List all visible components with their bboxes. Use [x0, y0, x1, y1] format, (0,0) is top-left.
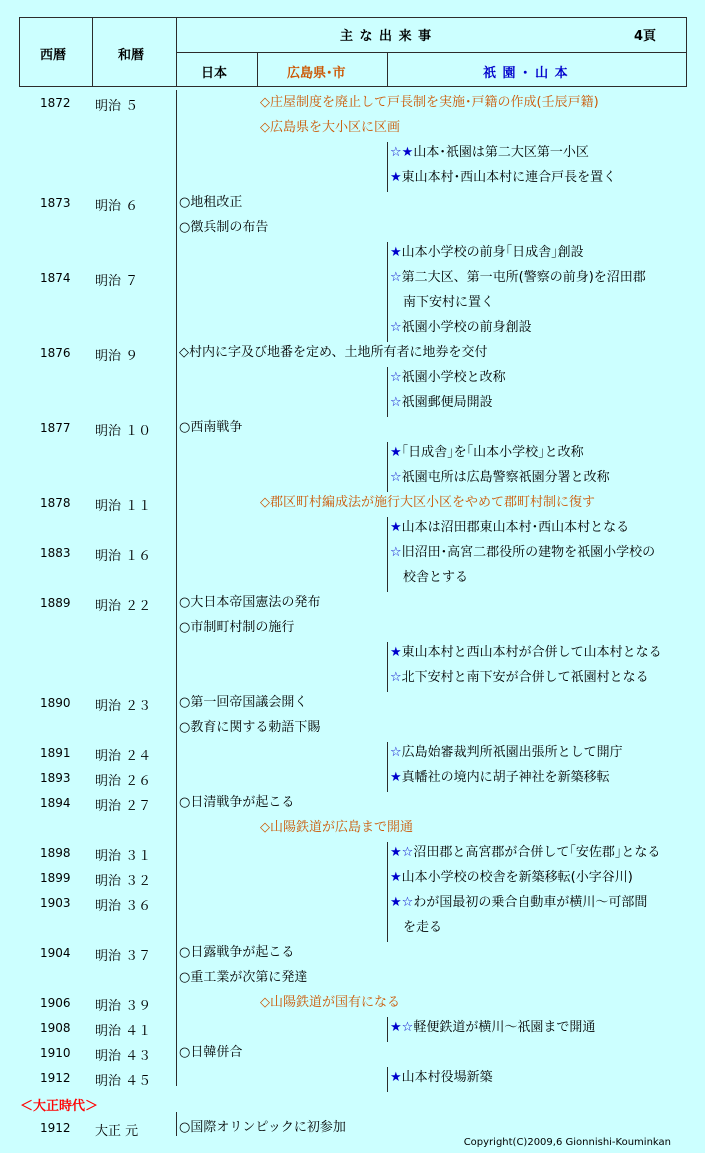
- header-local: 祇 園 ･ 山 本: [483, 66, 569, 81]
- local-column-marker-line: [387, 242, 388, 267]
- event-marker-star-icon: ★: [390, 520, 402, 535]
- header-pref: 広島県･市: [287, 66, 346, 81]
- event-japan: [179, 220, 268, 236]
- event-text: ○地租改正: [179, 195, 243, 210]
- event-local: [390, 370, 506, 386]
- event-marker-star-icon: ☆: [390, 270, 402, 285]
- event-text: ○徴兵制の布告: [179, 220, 269, 235]
- event-local: [390, 870, 633, 886]
- frame-top: [19, 17, 687, 18]
- year-western: 1899: [40, 871, 71, 885]
- event-text: ○第一回帝国議会開く: [179, 695, 308, 710]
- year-japanese: 明治 ３９: [95, 999, 152, 1014]
- event-japan: [179, 720, 320, 736]
- event-text: 北下安村と南下安が合併して祇園村となる: [401, 670, 649, 685]
- local-column-marker-line: [387, 167, 388, 192]
- event-text: 第二大区、第一屯所(警察の前身)を沼田郡: [401, 270, 646, 285]
- event-text: ○大日本帝国憲法の発布: [179, 595, 321, 610]
- event-text: 南下安村に置く: [390, 295, 495, 310]
- year-japanese: 明治 １６: [95, 549, 152, 564]
- event-marker-star-icon: ☆: [390, 745, 402, 760]
- year-japanese: 明治 ９: [95, 349, 139, 364]
- header-bottom: [19, 86, 687, 87]
- year-japanese: 明治 ３６: [95, 899, 152, 914]
- event-text: 真幡社の境内に胡子神社を新築移転: [401, 770, 610, 785]
- event-text: 祇園小学校と改称: [401, 370, 506, 385]
- event-local: [390, 245, 584, 261]
- local-column-marker-line: [387, 317, 388, 342]
- event-marker-star-icon: ☆: [390, 320, 402, 335]
- event-local: [390, 570, 468, 586]
- event-text: 祇園小学校の前身創設: [401, 320, 532, 335]
- event-text: 山本は沼田郡東山本村･西山本村となる: [401, 520, 630, 535]
- event-text: ｢日成舎｣を｢山本小学校｣と改称: [401, 445, 584, 460]
- local-column-marker-line: [387, 142, 388, 167]
- event-text: ◇広島県を大小区に区画: [260, 120, 400, 135]
- frame-right: [686, 17, 687, 87]
- event-marker-star-icon: ★: [390, 870, 402, 885]
- year-western: 1891: [40, 746, 71, 760]
- local-column-marker-line: [387, 542, 388, 592]
- event-marker-star-icon: ★: [390, 170, 402, 185]
- header-main-events: 主 な 出 来 事: [340, 29, 433, 44]
- event-marker-star-icon: ★: [390, 645, 402, 660]
- year-western: 1893: [40, 771, 71, 785]
- event-local: [390, 470, 610, 486]
- year-japanese: 明治 １０: [95, 424, 152, 439]
- event-local: [390, 895, 647, 911]
- event-local: [390, 320, 532, 336]
- year-western: 1883: [40, 546, 71, 560]
- event-text: 山本小学校の校舎を新築移転(小字谷川): [401, 870, 633, 885]
- event-text: ○日韓併合: [179, 1045, 243, 1060]
- event-local: [390, 170, 616, 186]
- event-local: [390, 395, 493, 411]
- event-japan: [179, 595, 320, 611]
- col-divider-japan: [257, 52, 258, 87]
- year-western: 1898: [40, 846, 71, 860]
- event-text: 東山本村･西山本村に連合戸長を置く: [401, 170, 617, 185]
- event-text: ○重工業が次第に発達: [179, 970, 308, 985]
- header-page-number: 4頁: [634, 29, 657, 44]
- event-text: ○日露戦争が起こる: [179, 945, 295, 960]
- event-text: 旧沼田･高宮二郡役所の建物を祇園小学校の: [401, 545, 656, 560]
- event-japan: [179, 695, 307, 711]
- event-japan: [179, 970, 307, 986]
- event-japan: [179, 945, 294, 961]
- event-marker-star-icon: ☆★: [390, 145, 414, 160]
- year-japanese: 明治 １１: [95, 499, 152, 514]
- local-column-marker-line: [387, 517, 388, 542]
- event-text: 広島始審裁判所祇園出張所として開庁: [401, 745, 623, 760]
- event-text: 祇園郵便局開設: [401, 395, 493, 410]
- year-western: 1878: [40, 496, 71, 510]
- event-local: [390, 745, 623, 761]
- event-marker-star-icon: ☆: [390, 395, 402, 410]
- event-text: ◇村内に字及び地番を定め、土地所有者に地券を交付: [179, 345, 488, 360]
- event-local: [390, 920, 442, 936]
- event-japan: [179, 345, 487, 361]
- year-japanese: 明治 ３１: [95, 849, 152, 864]
- local-column-marker-line: [387, 642, 388, 667]
- year-japanese: 明治 ４５: [95, 1074, 152, 1089]
- frame-left: [19, 17, 20, 87]
- year-japanese: 明治 ４３: [95, 1049, 152, 1064]
- year-japanese: 明治 ３２: [95, 874, 152, 889]
- year-western: 1874: [40, 271, 71, 285]
- event-marker-star-icon: ★: [390, 245, 402, 260]
- event-local: [390, 270, 646, 286]
- event-text: ○市制町村制の施行: [179, 620, 295, 635]
- header-divider: [176, 52, 687, 53]
- event-marker-star-icon: ★: [390, 1070, 402, 1085]
- event-japan: [179, 795, 294, 811]
- event-marker-star-icon: ☆: [390, 545, 402, 560]
- local-column-marker-line: [387, 1017, 388, 1042]
- event-text: ○教育に関する勅語下賜: [179, 720, 321, 735]
- year-western: 1906: [40, 996, 71, 1010]
- header-western: 西暦: [40, 48, 67, 63]
- event-text: 山本村役場新築: [401, 1070, 493, 1085]
- event-local: [390, 520, 629, 536]
- event-text: ◇郡区町村編成法が施行大区小区をやめて郡町村制に復す: [260, 495, 595, 510]
- year-japanese: 明治 ２６: [95, 774, 152, 789]
- year-japanese: 明治 ５: [95, 99, 139, 114]
- local-column-marker-line: [387, 367, 388, 392]
- year-western: 1903: [40, 896, 71, 910]
- local-column-marker-line: [387, 467, 388, 492]
- event-pref: [260, 820, 413, 836]
- local-column-marker-line: [387, 742, 388, 767]
- col-divider-japanese: [176, 17, 177, 87]
- event-marker-star-icon: ☆: [390, 670, 402, 685]
- event-pref: [260, 495, 595, 511]
- event-text: ○西南戦争: [179, 420, 243, 435]
- local-column-marker-line: [387, 267, 388, 317]
- local-column-marker-line: [387, 892, 388, 942]
- col-divider-pref: [387, 52, 388, 87]
- local-column-marker-line: [387, 867, 388, 892]
- year-western: 1894: [40, 796, 71, 810]
- event-japan: [179, 620, 294, 636]
- event-text: 東山本村と西山本村が合併して山本村となる: [401, 645, 662, 660]
- event-marker-star-icon: ★☆: [390, 1020, 414, 1035]
- local-column-marker-line: [387, 1067, 388, 1092]
- event-marker-star-icon: ★: [390, 770, 402, 785]
- event-local: [390, 645, 662, 661]
- event-local: [390, 545, 655, 561]
- year-japanese: 明治 ３７: [95, 949, 152, 964]
- event-text: ◇庄屋制度を廃止して戸長制を実施･戸籍の作成(壬辰戸籍): [260, 95, 599, 110]
- local-column-marker-line: [387, 842, 388, 867]
- year-western: 1912: [40, 1121, 71, 1135]
- year-japanese: 明治 ２７: [95, 799, 152, 814]
- event-text: わが国最初の乗合自動車が横川～可部間: [413, 895, 648, 910]
- event-text: ◇山陽鉄道が国有になる: [260, 995, 400, 1010]
- year-japanese: 明治 ６: [95, 199, 139, 214]
- year-western: 1872: [40, 96, 71, 110]
- year-japanese: 明治 ４１: [95, 1024, 152, 1039]
- event-japan: [179, 195, 242, 211]
- year-western: 1904: [40, 946, 71, 960]
- copyright-notice: Copyright(C)2009,6 Gionnishi-Kouminkan: [463, 1137, 671, 1148]
- local-column-marker-line: [387, 392, 388, 417]
- year-western: 1890: [40, 696, 71, 710]
- event-text: 校舎とする: [390, 570, 469, 585]
- year-western: 1876: [40, 346, 71, 360]
- header-japanese: 和暦: [118, 48, 145, 63]
- event-text: ○日清戦争が起こる: [179, 795, 295, 810]
- event-local: [390, 845, 660, 861]
- event-marker-star-icon: ☆: [390, 470, 402, 485]
- year-japanese: 大正 元: [95, 1124, 139, 1139]
- event-local: [390, 1020, 595, 1036]
- event-local: [390, 295, 494, 311]
- year-japanese: 明治 ２３: [95, 699, 152, 714]
- event-text: 山本小学校の前身｢日成舎｣創設: [401, 245, 584, 260]
- event-text: 祇園屯所は広島警察祇園分署と改称: [401, 470, 610, 485]
- event-text: ○国際オリンピックに初参加: [179, 1120, 346, 1135]
- event-local: [390, 670, 649, 686]
- taisho-era-label: ＜大正時代＞: [20, 1099, 99, 1114]
- event-pref: [260, 95, 599, 111]
- body-divider-era-taisho: [176, 1112, 177, 1136]
- event-text: を走る: [390, 920, 443, 935]
- event-japan: [179, 420, 242, 436]
- event-pref: [260, 120, 400, 136]
- body-divider-era: [176, 90, 177, 1086]
- event-local: [390, 1070, 493, 1086]
- event-marker-star-icon: ★☆: [390, 845, 414, 860]
- year-western: 1912: [40, 1071, 71, 1085]
- header-japan: 日本: [201, 66, 228, 81]
- year-western: 1877: [40, 421, 71, 435]
- event-local: [390, 145, 589, 161]
- event-marker-star-icon: ☆: [390, 370, 402, 385]
- col-divider-western: [92, 17, 93, 87]
- event-local: [390, 445, 584, 461]
- year-japanese: 明治 ７: [95, 274, 139, 289]
- year-western: 1910: [40, 1046, 71, 1060]
- year-japanese: 明治 ２２: [95, 599, 152, 614]
- event-japan: [179, 1120, 346, 1136]
- event-text: 沼田郡と高宮郡が合併して｢安佐郡｣となる: [413, 845, 661, 860]
- event-local: [390, 770, 610, 786]
- year-japanese: 明治 ２４: [95, 749, 152, 764]
- event-japan: [179, 1045, 242, 1061]
- local-column-marker-line: [387, 667, 388, 692]
- year-western: 1908: [40, 1021, 71, 1035]
- event-text: 山本･祇園は第二大区第一小区: [413, 145, 589, 160]
- event-marker-star-icon: ★: [390, 445, 402, 460]
- local-column-marker-line: [387, 442, 388, 467]
- year-western: 1873: [40, 196, 71, 210]
- year-western: 1889: [40, 596, 71, 610]
- local-column-marker-line: [387, 767, 388, 792]
- event-text: ◇山陽鉄道が広島まで開通: [260, 820, 413, 835]
- event-marker-star-icon: ★☆: [390, 895, 414, 910]
- event-pref: [260, 995, 400, 1011]
- event-text: 軽便鉄道が横川～祇園まで開通: [413, 1020, 596, 1035]
